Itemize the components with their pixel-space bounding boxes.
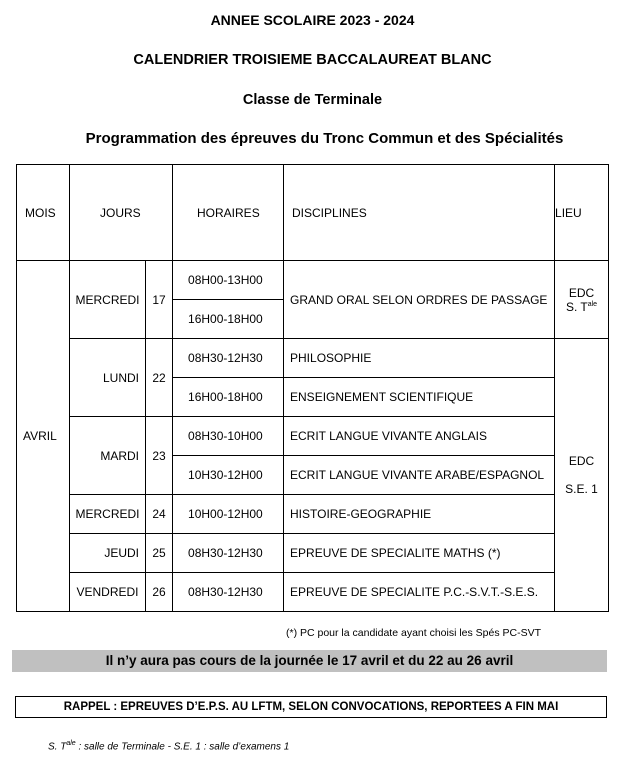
table-row [17, 261, 609, 300]
col-lieu: LIEU [555, 165, 609, 261]
day-cell: VENDREDI [70, 573, 146, 612]
date-cell: 17 [146, 261, 173, 339]
day-cell: MERCREDI [70, 495, 146, 534]
col-horaires: HORAIRES [173, 165, 284, 261]
lieu-line1: EDC [568, 454, 595, 468]
discipline-cell: ENSEIGNEMENT SCIENTIFIQUE [284, 378, 555, 417]
date-cell: 23 [146, 417, 173, 495]
room-legend: S. $T^{ale}$ : salle de Terminale - S.E. 1 : salle d’examens 1 [48, 740, 290, 753]
table-row [17, 573, 609, 612]
lieu-cell-terminale [555, 261, 609, 339]
table-row [17, 495, 609, 534]
date-cell: 22 [146, 339, 173, 417]
discipline-cell: HISTOIRE-GEOGRAPHIE [284, 495, 555, 534]
time-cell: 10H00-12H00 [173, 495, 284, 534]
exam-schedule-table [16, 164, 609, 612]
lieu-cell-examens [555, 339, 609, 612]
time-cell: 08H30-10H00 [173, 417, 284, 456]
table-row [17, 339, 609, 378]
day-cell: MARDI [70, 417, 146, 495]
discipline-cell: EPREUVE DE SPECIALITE P.C.-S.V.T.-S.E.S. [284, 573, 555, 612]
day-cell: LUNDI [70, 339, 146, 417]
rappel-box: RAPPEL : EPREUVES D’E.P.S. AU LFTM, SELON CONVOCATIONS, REPORTEES A FIN MAI [15, 696, 607, 718]
lieu-line2: S.E. 1 [565, 482, 598, 496]
col-mois: MOIS [17, 165, 70, 261]
discipline-cell: ECRIT LANGUE VIVANTE ARABE/ESPAGNOL [284, 456, 555, 495]
discipline-cell: PHILOSOPHIE [284, 339, 555, 378]
school-year: ANNEE SCOLAIRE 2023 - 2024 [210, 12, 415, 28]
time-cell: 08H30-12H30 [173, 573, 284, 612]
col-jours: JOURS [70, 165, 173, 261]
calendar-title: CALENDRIER TROISIEME BACCALAUREAT BLANC [133, 52, 492, 68]
time-cell: 16H00-18H00 [173, 300, 284, 339]
day-cell: JEUDI [70, 534, 146, 573]
no-class-banner: Il n’y aura pas cours de la journée le 17 avril et du 22 au 26 avril [12, 650, 607, 672]
date-cell: 26 [146, 573, 173, 612]
table-header-row [17, 165, 609, 261]
footnote: (*) PC pour la candidate ayant choisi les Spés PC-SVT [286, 627, 542, 639]
table-row [17, 534, 609, 573]
discipline-cell: EPREUVE DE SPECIALITE MATHS (*) [284, 534, 555, 573]
col-disciplines: DISCIPLINES [284, 165, 555, 261]
discipline-cell: ECRIT LANGUE VIVANTE ANGLAIS [284, 417, 555, 456]
class-name: Classe de Terminale [242, 92, 383, 108]
table-row [17, 417, 609, 456]
time-cell: 08H30-12H30 [173, 534, 284, 573]
programme-title: Programmation des épreuves du Tronc Commun et des Spécialités [85, 130, 564, 147]
lieu-line2: S. $T^{ale}$ [565, 299, 598, 314]
month-cell: AVRIL [17, 261, 70, 612]
lieu-line1: EDC [568, 285, 595, 300]
time-cell: 08H30-12H30 [173, 339, 284, 378]
date-cell: 25 [146, 534, 173, 573]
time-cell: 16H00-18H00 [173, 378, 284, 417]
date-cell: 24 [146, 495, 173, 534]
discipline-cell: GRAND ORAL SELON ORDRES DE PASSAGE [284, 261, 555, 339]
time-cell: 08H00-13H00 [173, 261, 284, 300]
day-cell: MERCREDI [70, 261, 146, 339]
time-cell: 10H30-12H00 [173, 456, 284, 495]
